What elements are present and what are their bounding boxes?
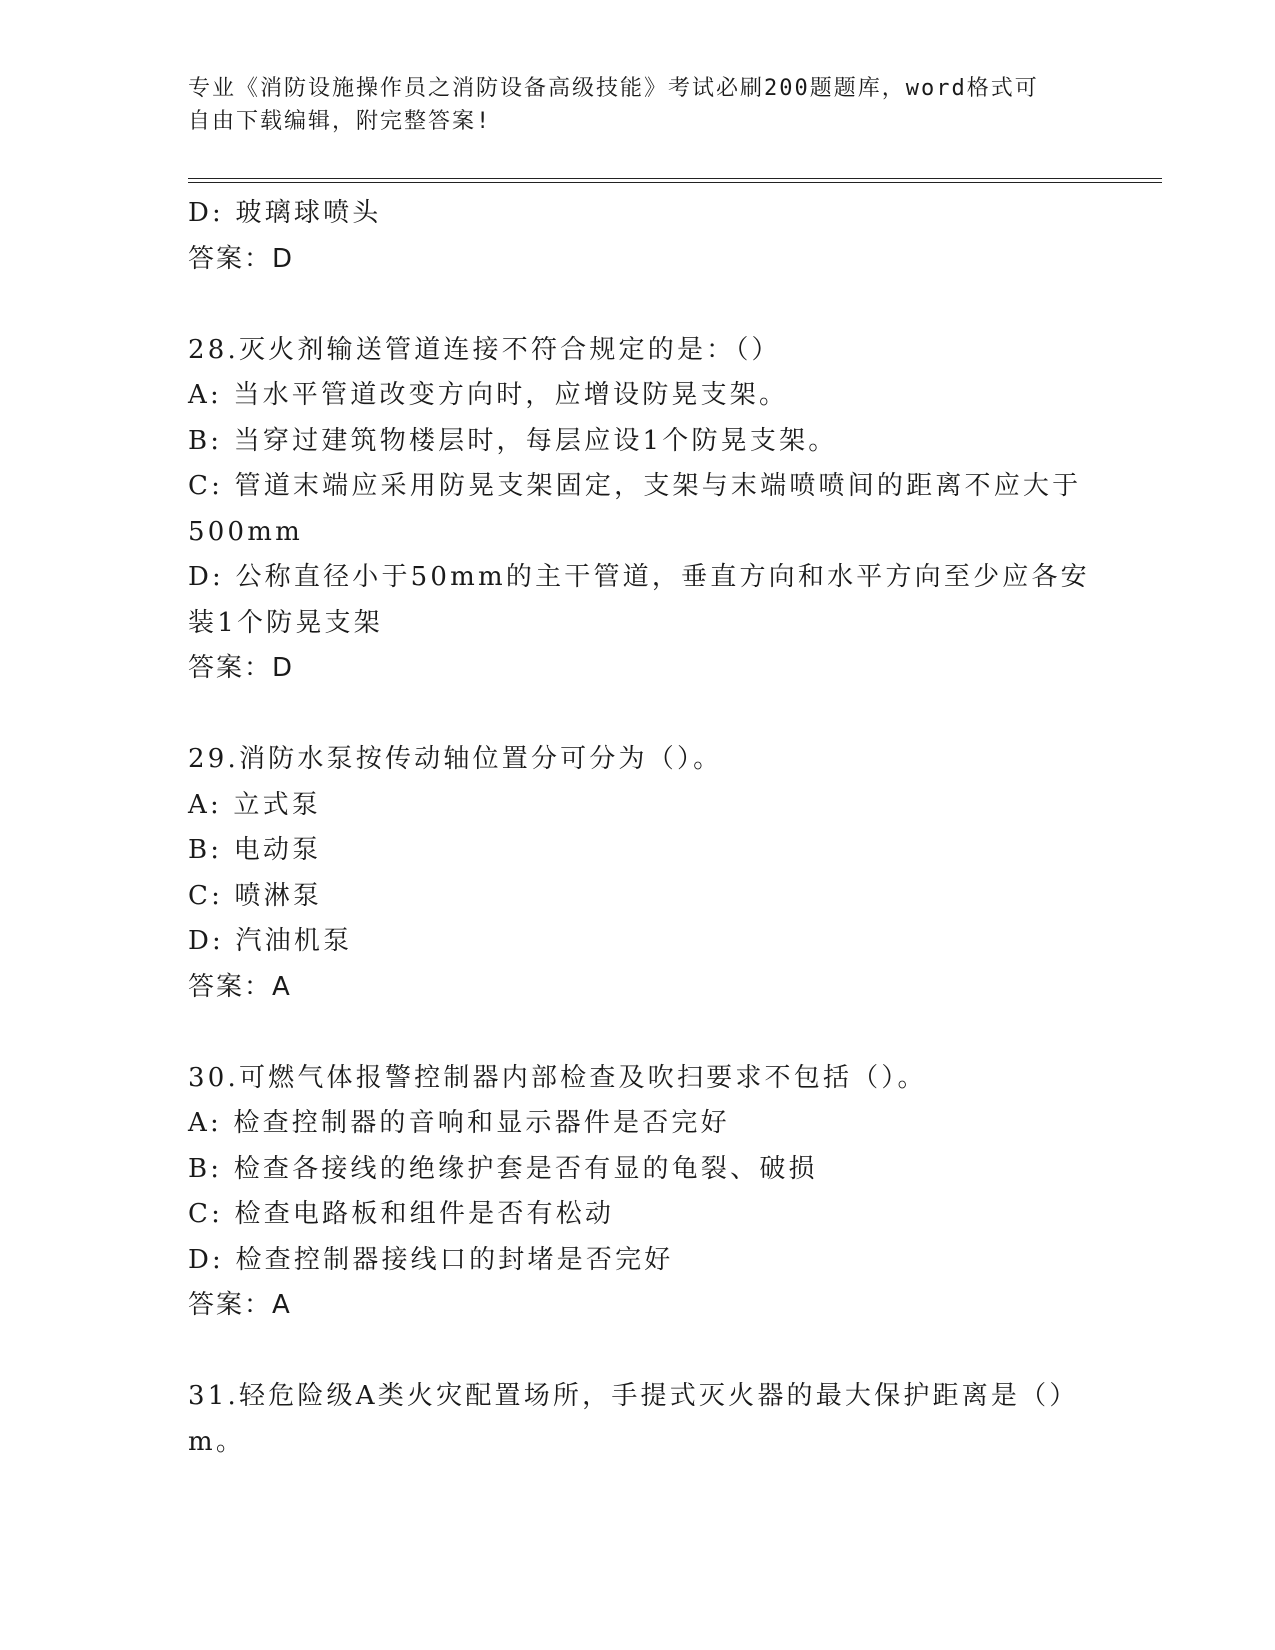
option-a: A: 立式泵 — [188, 789, 322, 820]
question-28 — [188, 328, 1088, 692]
answer-line: 答案：D — [188, 653, 295, 683]
question-stem-continuation: m。 — [188, 1426, 246, 1457]
option-b: B: 检查各接线的绝缘护套是否有显的龟裂、破损 — [188, 1153, 818, 1184]
spacer — [188, 282, 1088, 328]
header-title-line-2: 自由下载编辑，附完整答案! — [188, 109, 492, 134]
question-27-tail — [188, 191, 1088, 282]
option-d-continuation: 装1个防晃支架 — [188, 607, 383, 638]
option-a: A: 检查控制器的音响和显示器件是否完好 — [188, 1108, 730, 1138]
option-b: B: 电动泵 — [188, 835, 322, 865]
option-d: D: 公称直径小于50mm的主干管道，垂直方向和水平方向至少应各安 — [188, 562, 1090, 592]
spacer — [188, 1010, 1088, 1056]
header-title-line-1: 专业《消防设施操作员之消防设备高级技能》考试必刷200题题库，word格式可 — [188, 76, 1039, 101]
question-29 — [188, 737, 1088, 1010]
header-divider-top — [188, 178, 1162, 179]
option-c-continuation: 500mm — [188, 516, 303, 547]
question-stem: 30.可燃气体报警控制器内部检查及吹扫要求不包括（）。 — [188, 1062, 927, 1093]
question-stem: 31.轻危险级A类火灾配置场所，手提式灭火器的最大保护距离是（） — [188, 1381, 1079, 1411]
option-b: B: 当穿过建筑物楼层时，每层应设1个防晃支架。 — [188, 425, 838, 456]
header-divider-bottom — [188, 182, 1162, 183]
answer-line: 答案：A — [188, 1290, 292, 1320]
answer-line: 答案：D — [188, 243, 295, 274]
option-d: D: 检查控制器接线口的封堵是否完好 — [188, 1244, 674, 1275]
option-a: A: 当水平管道改变方向时，应增设防晃支架。 — [188, 380, 789, 410]
spacer — [188, 692, 1088, 738]
document-header — [188, 72, 1068, 138]
option-d: D: 汽油机泵 — [188, 926, 353, 956]
option-c: C: 检查电路板和组件是否有松动 — [188, 1199, 615, 1229]
spacer — [188, 1329, 1088, 1375]
question-30 — [188, 1056, 1088, 1329]
question-stem: 29.消防水泵按传动轴位置分可分为（）。 — [188, 744, 723, 774]
option-d: D: 玻璃球喷头 — [188, 198, 382, 228]
question-stem: 28.灭火剂输送管道连接不符合规定的是：（） — [188, 334, 781, 365]
question-list — [188, 191, 1088, 1465]
option-c: C: 管道末端应采用防晃支架固定，支架与末端喷喷间的距离不应大于 — [188, 471, 1082, 501]
option-c: C: 喷淋泵 — [188, 880, 323, 911]
question-31 — [188, 1374, 1088, 1465]
answer-line: 答案：A — [188, 971, 292, 1002]
